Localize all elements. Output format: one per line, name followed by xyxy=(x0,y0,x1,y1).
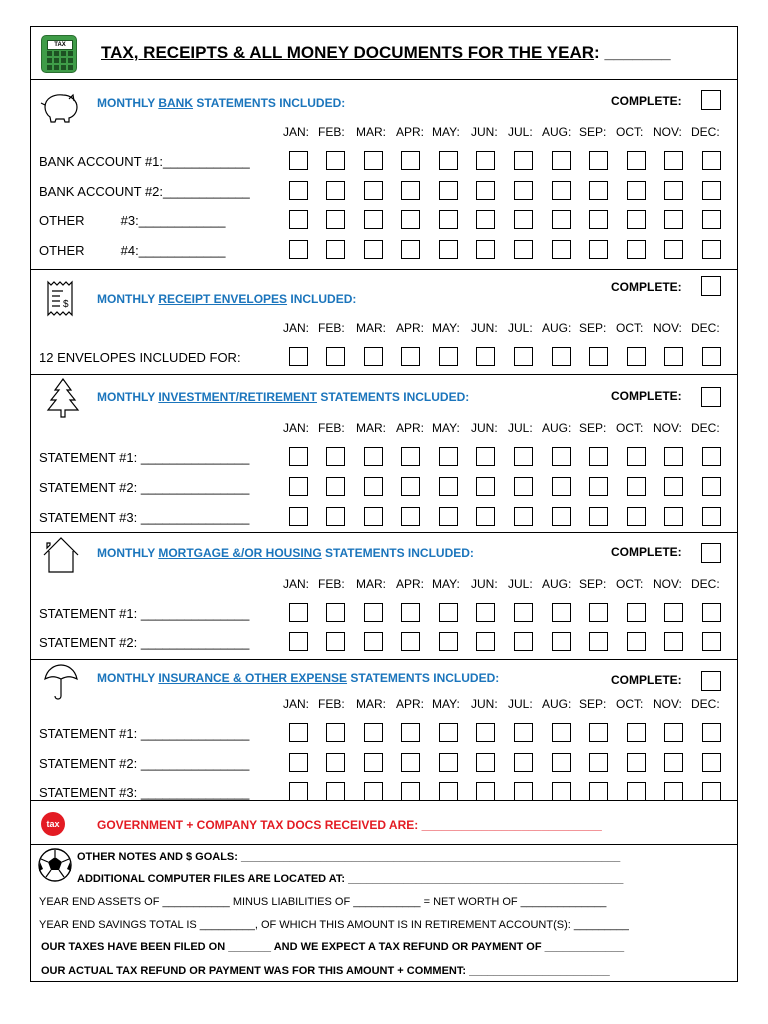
month-label: OCT: xyxy=(616,421,644,435)
month-checkbox[interactable] xyxy=(627,753,646,772)
month-label: MAY: xyxy=(432,125,460,139)
month-label: SEP: xyxy=(579,321,607,335)
month-checkbox[interactable] xyxy=(364,240,383,259)
month-label: DEC: xyxy=(691,697,720,711)
month-label: OCT: xyxy=(616,321,644,335)
month-label: DEC: xyxy=(691,321,720,335)
month-checkbox[interactable] xyxy=(589,632,608,651)
month-checkbox[interactable] xyxy=(589,151,608,170)
section-title-insurance: MONTHLY INSURANCE & OTHER EXPENSE STATEMENTS INCLUDED: xyxy=(97,671,500,685)
row-label: STATEMENT #2: _______________ xyxy=(39,635,250,650)
section-title-bank: MONTHLY BANK STATEMENTS INCLUDED: xyxy=(97,96,346,110)
year-blank[interactable]: _______ xyxy=(604,43,671,62)
month-checkbox[interactable] xyxy=(552,723,571,742)
month-checkbox[interactable] xyxy=(589,507,608,526)
month-checkbox[interactable] xyxy=(289,632,308,651)
umbrella-icon xyxy=(43,663,79,701)
month-checkbox[interactable] xyxy=(401,240,420,259)
month-label: AUG: xyxy=(542,697,572,711)
month-checkbox[interactable] xyxy=(439,447,458,466)
month-checkbox[interactable] xyxy=(702,603,721,622)
month-checkbox[interactable] xyxy=(702,447,721,466)
complete-checkbox-insurance[interactable] xyxy=(701,671,721,691)
month-checkbox[interactable] xyxy=(476,181,495,200)
month-checkbox[interactable] xyxy=(552,782,571,801)
month-checkbox[interactable] xyxy=(589,447,608,466)
divider xyxy=(31,659,737,660)
month-checkbox[interactable] xyxy=(326,151,345,170)
month-checkbox[interactable] xyxy=(552,240,571,259)
month-checkbox[interactable] xyxy=(702,210,721,229)
month-checkbox[interactable] xyxy=(702,723,721,742)
month-checkbox[interactable] xyxy=(326,632,345,651)
month-checkbox[interactable] xyxy=(289,782,308,801)
month-label: JAN: xyxy=(283,421,310,435)
month-checkbox[interactable] xyxy=(664,632,683,651)
row-label: OTHER #4:____________ xyxy=(39,243,226,258)
month-checkbox[interactable] xyxy=(476,347,495,366)
divider xyxy=(31,532,737,533)
month-checkbox[interactable] xyxy=(514,240,533,259)
month-label: NOV: xyxy=(653,697,682,711)
month-checkbox[interactable] xyxy=(364,723,383,742)
month-label: SEP: xyxy=(579,421,607,435)
month-label: OCT: xyxy=(616,577,644,591)
month-checkbox[interactable] xyxy=(326,723,345,742)
month-checkbox[interactable] xyxy=(589,477,608,496)
month-checkbox[interactable] xyxy=(552,210,571,229)
month-label: JUN: xyxy=(471,697,498,711)
month-checkbox[interactable] xyxy=(439,603,458,622)
month-checkbox[interactable] xyxy=(364,347,383,366)
month-checkbox[interactable] xyxy=(664,181,683,200)
month-checkbox[interactable] xyxy=(589,753,608,772)
month-checkbox[interactable] xyxy=(364,507,383,526)
month-checkbox[interactable] xyxy=(289,347,308,366)
complete-checkbox-bank[interactable] xyxy=(701,90,721,110)
month-label: SEP: xyxy=(579,697,607,711)
month-label: JUN: xyxy=(471,421,498,435)
complete-checkbox-investment[interactable] xyxy=(701,387,721,407)
month-checkbox[interactable] xyxy=(552,151,571,170)
month-label: JUN: xyxy=(471,125,498,139)
month-checkbox[interactable] xyxy=(326,447,345,466)
month-label: AUG: xyxy=(542,577,572,591)
month-checkbox[interactable] xyxy=(476,753,495,772)
row-label: OTHER #3:____________ xyxy=(39,213,226,228)
month-checkbox[interactable] xyxy=(401,507,420,526)
month-checkbox[interactable] xyxy=(476,210,495,229)
month-checkbox[interactable] xyxy=(514,753,533,772)
month-checkbox[interactable] xyxy=(552,603,571,622)
month-checkbox[interactable] xyxy=(476,447,495,466)
month-checkbox[interactable] xyxy=(664,723,683,742)
month-label: FEB: xyxy=(318,421,345,435)
month-checkbox[interactable] xyxy=(364,477,383,496)
month-checkbox[interactable] xyxy=(664,240,683,259)
month-label: APR: xyxy=(396,697,425,711)
month-checkbox[interactable] xyxy=(702,151,721,170)
month-label: SEP: xyxy=(579,577,607,591)
month-label: JAN: xyxy=(283,321,310,335)
complete-checkbox-mortgage[interactable] xyxy=(701,543,721,563)
month-checkbox[interactable] xyxy=(476,151,495,170)
month-label: MAY: xyxy=(432,577,460,591)
month-checkbox[interactable] xyxy=(289,210,308,229)
month-checkbox[interactable] xyxy=(552,477,571,496)
month-checkbox[interactable] xyxy=(514,347,533,366)
month-checkbox[interactable] xyxy=(439,181,458,200)
month-label: MAY: xyxy=(432,697,460,711)
month-checkbox[interactable] xyxy=(401,347,420,366)
month-checkbox[interactable] xyxy=(289,151,308,170)
month-checkbox[interactable] xyxy=(401,151,420,170)
month-checkbox[interactable] xyxy=(401,753,420,772)
month-checkbox[interactable] xyxy=(589,210,608,229)
month-label: APR: xyxy=(396,421,425,435)
month-label: DEC: xyxy=(691,421,720,435)
month-checkbox[interactable] xyxy=(439,632,458,651)
month-checkbox[interactable] xyxy=(364,603,383,622)
notes-assets-line: YEAR END ASSETS OF ___________ MINUS LIABILITIES OF ___________ = NET WORTH OF ______________ xyxy=(39,896,607,908)
divider xyxy=(31,269,737,270)
month-checkbox[interactable] xyxy=(326,477,345,496)
month-checkbox[interactable] xyxy=(589,181,608,200)
month-checkbox[interactable] xyxy=(439,782,458,801)
complete-label: COMPLETE: xyxy=(611,280,682,294)
month-checkbox[interactable] xyxy=(664,210,683,229)
month-checkbox[interactable] xyxy=(627,240,646,259)
month-checkbox[interactable] xyxy=(289,507,308,526)
month-checkbox[interactable] xyxy=(702,753,721,772)
month-label: NOV: xyxy=(653,125,682,139)
month-checkbox[interactable] xyxy=(627,477,646,496)
month-label: MAR: xyxy=(356,421,386,435)
month-label: JUL: xyxy=(508,421,533,435)
month-label: MAY: xyxy=(432,421,460,435)
month-checkbox[interactable] xyxy=(514,181,533,200)
month-checkbox[interactable] xyxy=(514,151,533,170)
notes-savings-line: YEAR END SAVINGS TOTAL IS _________, OF WHICH THIS AMOUNT IS IN RETIREMENT ACCOUNT(S): _________ xyxy=(39,919,629,931)
row-label: BANK ACCOUNT #1:____________ xyxy=(39,154,250,169)
notes-goals-line: OTHER NOTES AND $ GOALS: ______________________________________________________________ xyxy=(77,851,621,863)
row-label: STATEMENT #3: _______________ xyxy=(39,785,250,800)
month-checkbox[interactable] xyxy=(401,632,420,651)
month-checkbox[interactable] xyxy=(364,753,383,772)
month-checkbox[interactable] xyxy=(364,151,383,170)
receipt-icon xyxy=(45,280,75,318)
month-checkbox[interactable] xyxy=(476,723,495,742)
month-label: AUG: xyxy=(542,321,572,335)
month-checkbox[interactable] xyxy=(627,723,646,742)
month-label: FEB: xyxy=(318,577,345,591)
month-label: DEC: xyxy=(691,577,720,591)
month-checkbox[interactable] xyxy=(401,210,420,229)
month-checkbox[interactable] xyxy=(589,782,608,801)
month-checkbox[interactable] xyxy=(401,477,420,496)
month-label: AUG: xyxy=(542,421,572,435)
month-checkbox[interactable] xyxy=(702,477,721,496)
month-checkbox[interactable] xyxy=(664,347,683,366)
row-label: STATEMENT #1: _______________ xyxy=(39,450,250,465)
month-label: JUN: xyxy=(471,321,498,335)
month-checkbox[interactable] xyxy=(702,632,721,651)
month-label: JAN: xyxy=(283,125,310,139)
month-checkbox[interactable] xyxy=(664,782,683,801)
month-checkbox[interactable] xyxy=(289,447,308,466)
svg-text:$: $ xyxy=(63,299,69,310)
month-checkbox[interactable] xyxy=(552,632,571,651)
month-checkbox[interactable] xyxy=(514,632,533,651)
month-label: JAN: xyxy=(283,697,310,711)
notes-actual-line: OUR ACTUAL TAX REFUND OR PAYMENT WAS FOR THIS AMOUNT + COMMENT: _______________________ xyxy=(41,965,610,977)
notes-filed-line: OUR TAXES HAVE BEEN FILED ON _______ AND WE EXPECT A TAX REFUND OR PAYMENT OF _____________ xyxy=(41,941,625,953)
month-checkbox[interactable] xyxy=(627,347,646,366)
month-label: AUG: xyxy=(542,125,572,139)
month-checkbox[interactable] xyxy=(627,210,646,229)
month-checkbox[interactable] xyxy=(627,632,646,651)
month-label: NOV: xyxy=(653,421,682,435)
month-checkbox[interactable] xyxy=(514,507,533,526)
row-label: STATEMENT #3: _______________ xyxy=(39,510,250,525)
month-checkbox[interactable] xyxy=(364,632,383,651)
divider xyxy=(31,79,737,80)
month-checkbox[interactable] xyxy=(552,447,571,466)
month-label: MAR: xyxy=(356,321,386,335)
month-checkbox[interactable] xyxy=(514,447,533,466)
month-checkbox[interactable] xyxy=(476,782,495,801)
month-checkbox[interactable] xyxy=(664,753,683,772)
month-checkbox[interactable] xyxy=(439,151,458,170)
calculator-icon xyxy=(41,35,77,73)
month-label: FEB: xyxy=(318,321,345,335)
month-checkbox[interactable] xyxy=(364,447,383,466)
row-label: STATEMENT #1: _______________ xyxy=(39,726,250,741)
month-checkbox[interactable] xyxy=(476,507,495,526)
month-checkbox[interactable] xyxy=(552,181,571,200)
month-checkbox[interactable] xyxy=(702,181,721,200)
divider xyxy=(31,844,737,845)
month-checkbox[interactable] xyxy=(589,347,608,366)
month-checkbox[interactable] xyxy=(664,447,683,466)
page-title: TAX, RECEIPTS & ALL MONEY DOCUMENTS FOR THE YEAR: _______ xyxy=(101,43,671,62)
month-checkbox[interactable] xyxy=(289,477,308,496)
piggy-bank-icon xyxy=(39,90,81,124)
month-checkbox[interactable] xyxy=(664,477,683,496)
month-checkbox[interactable] xyxy=(326,210,345,229)
month-checkbox[interactable] xyxy=(627,151,646,170)
month-checkbox[interactable] xyxy=(514,477,533,496)
month-checkbox[interactable] xyxy=(439,347,458,366)
month-checkbox[interactable] xyxy=(289,723,308,742)
month-label: FEB: xyxy=(318,697,345,711)
month-label: MAR: xyxy=(356,577,386,591)
month-checkbox[interactable] xyxy=(289,240,308,259)
notes-files-line: ADDITIONAL COMPUTER FILES ARE LOCATED AT: _____________________________________________ xyxy=(77,873,624,885)
section-title-receipt: MONTHLY RECEIPT ENVELOPES INCLUDED: xyxy=(97,292,357,306)
month-label: FEB: xyxy=(318,125,345,139)
row-label: STATEMENT #1: _______________ xyxy=(39,606,250,621)
month-checkbox[interactable] xyxy=(401,603,420,622)
house-icon xyxy=(41,535,81,575)
month-checkbox[interactable] xyxy=(401,782,420,801)
month-label: MAR: xyxy=(356,125,386,139)
month-checkbox[interactable] xyxy=(326,753,345,772)
month-checkbox[interactable] xyxy=(326,181,345,200)
month-checkbox[interactable] xyxy=(476,632,495,651)
month-checkbox[interactable] xyxy=(589,723,608,742)
month-checkbox[interactable] xyxy=(664,603,683,622)
month-checkbox[interactable] xyxy=(364,181,383,200)
row-label: BANK ACCOUNT #2:____________ xyxy=(39,184,250,199)
month-checkbox[interactable] xyxy=(514,210,533,229)
month-checkbox[interactable] xyxy=(664,507,683,526)
month-checkbox[interactable] xyxy=(289,603,308,622)
month-checkbox[interactable] xyxy=(401,723,420,742)
worksheet xyxy=(30,26,738,982)
month-checkbox[interactable] xyxy=(439,723,458,742)
month-checkbox[interactable] xyxy=(627,782,646,801)
month-label: OCT: xyxy=(616,125,644,139)
month-checkbox[interactable] xyxy=(326,347,345,366)
tree-icon xyxy=(45,377,81,419)
divider xyxy=(31,374,737,375)
month-checkbox[interactable] xyxy=(664,151,683,170)
month-checkbox[interactable] xyxy=(439,477,458,496)
month-label: NOV: xyxy=(653,577,682,591)
soccer-ball-icon xyxy=(37,847,73,883)
complete-label: COMPLETE: xyxy=(611,389,682,403)
month-checkbox[interactable] xyxy=(439,753,458,772)
month-checkbox[interactable] xyxy=(627,507,646,526)
month-label: MAY: xyxy=(432,321,460,335)
complete-label: COMPLETE: xyxy=(611,673,682,687)
month-checkbox[interactable] xyxy=(514,603,533,622)
month-checkbox[interactable] xyxy=(514,723,533,742)
row-label: STATEMENT #2: _______________ xyxy=(39,480,250,495)
month-label: JUL: xyxy=(508,321,533,335)
month-checkbox[interactable] xyxy=(552,347,571,366)
month-checkbox[interactable] xyxy=(401,181,420,200)
month-checkbox[interactable] xyxy=(589,240,608,259)
month-checkbox[interactable] xyxy=(326,507,345,526)
month-label: JUN: xyxy=(471,577,498,591)
month-checkbox[interactable] xyxy=(552,507,571,526)
month-checkbox[interactable] xyxy=(439,240,458,259)
month-label: APR: xyxy=(396,577,425,591)
section-title-investment: MONTHLY INVESTMENT/RETIREMENT STATEMENTS INCLUDED: xyxy=(97,390,470,404)
section-title-mortgage: MONTHLY MORTGAGE &/OR HOUSING STATEMENTS INCLUDED: xyxy=(97,546,474,560)
month-checkbox[interactable] xyxy=(289,753,308,772)
month-label: JAN: xyxy=(283,577,310,591)
month-label: OCT: xyxy=(616,697,644,711)
complete-checkbox-receipt[interactable] xyxy=(701,276,721,296)
month-label: DEC: xyxy=(691,125,720,139)
tax-badge-icon: tax xyxy=(41,812,65,836)
month-checkbox[interactable] xyxy=(627,447,646,466)
month-checkbox[interactable] xyxy=(439,507,458,526)
month-checkbox[interactable] xyxy=(364,782,383,801)
month-checkbox[interactable] xyxy=(627,181,646,200)
month-checkbox[interactable] xyxy=(401,447,420,466)
month-checkbox[interactable] xyxy=(439,210,458,229)
month-checkbox[interactable] xyxy=(476,603,495,622)
month-checkbox[interactable] xyxy=(326,603,345,622)
complete-label: COMPLETE: xyxy=(611,545,682,559)
month-label: APR: xyxy=(396,321,425,335)
month-checkbox[interactable] xyxy=(514,782,533,801)
complete-label: COMPLETE: xyxy=(611,94,682,108)
month-label: MAR: xyxy=(356,697,386,711)
month-checkbox[interactable] xyxy=(702,240,721,259)
row-label: STATEMENT #2: _______________ xyxy=(39,756,250,771)
calculator-label: TAX xyxy=(47,40,73,50)
month-label: SEP: xyxy=(579,125,607,139)
month-checkbox[interactable] xyxy=(552,753,571,772)
month-label: JUL: xyxy=(508,697,533,711)
month-checkbox[interactable] xyxy=(326,240,345,259)
month-checkbox[interactable] xyxy=(702,782,721,801)
month-checkbox[interactable] xyxy=(326,782,345,801)
month-checkbox[interactable] xyxy=(702,347,721,366)
month-checkbox[interactable] xyxy=(589,603,608,622)
row-label: 12 ENVELOPES INCLUDED FOR: xyxy=(39,350,241,365)
month-checkbox[interactable] xyxy=(364,210,383,229)
month-checkbox[interactable] xyxy=(476,477,495,496)
month-label: JUL: xyxy=(508,125,533,139)
gov-tax-docs-line: GOVERNMENT + COMPANY TAX DOCS RECEIVED ARE: ___________________________ xyxy=(97,818,602,832)
month-label: NOV: xyxy=(653,321,682,335)
month-checkbox[interactable] xyxy=(289,181,308,200)
month-checkbox[interactable] xyxy=(627,603,646,622)
month-label: JUL: xyxy=(508,577,533,591)
month-label: APR: xyxy=(396,125,425,139)
month-checkbox[interactable] xyxy=(702,507,721,526)
month-checkbox[interactable] xyxy=(476,240,495,259)
